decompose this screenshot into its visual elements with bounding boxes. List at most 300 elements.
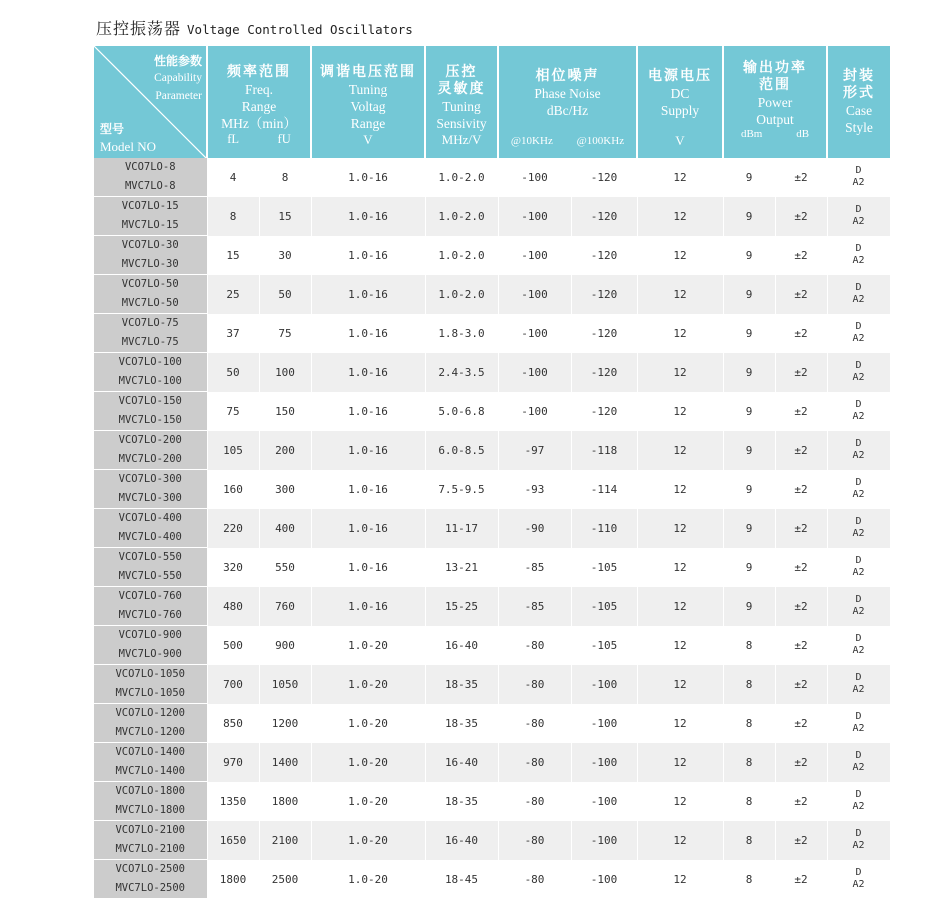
- power-dbm-cell: 9: [723, 587, 775, 626]
- model-cell: [94, 509, 207, 548]
- freq-fu-cell: 550: [259, 548, 311, 587]
- case-package: A2: [852, 801, 865, 812]
- case-style-cell: [827, 275, 890, 314]
- model-vco: VCO7LO-1200: [115, 707, 186, 719]
- sensitivity-cell: 18-35: [425, 704, 498, 743]
- power-dbm-cell: 8: [723, 821, 775, 860]
- tuning-voltage-cell: 1.0-20: [311, 860, 425, 899]
- corner-parameter-en: Parameter: [155, 90, 202, 102]
- noise-100khz-cell: -100: [571, 743, 637, 782]
- dc-supply-cell: 12: [637, 509, 723, 548]
- model-vco: VCO7LO-550: [118, 551, 182, 563]
- noise-100khz-cell: -100: [571, 665, 637, 704]
- model-cell: [94, 314, 207, 353]
- power-dbm-cell: 8: [723, 626, 775, 665]
- sensitivity-en1: Tuning: [442, 99, 481, 114]
- freq-fu-cell: 2100: [259, 821, 311, 860]
- header-sensitivity: [425, 46, 498, 158]
- sensitivity-cell: 16-40: [425, 821, 498, 860]
- power-dbm-cell: 8: [723, 743, 775, 782]
- power-db-cell: ±2: [775, 275, 827, 314]
- noise-100khz-cell: -105: [571, 587, 637, 626]
- dc-supply-cell: 12: [637, 860, 723, 899]
- noise-100khz-cell: -120: [571, 236, 637, 275]
- freq-en2: Range: [241, 99, 277, 114]
- power-cn1: 输出功率: [743, 60, 807, 76]
- model-mvc: MVC7LO-1050: [115, 687, 186, 699]
- noise-100khz-cell: -120: [571, 353, 637, 392]
- freq-fl-cell: 850: [207, 704, 259, 743]
- model-cell: [94, 782, 207, 821]
- freq-subheaders: [208, 132, 310, 147]
- freq-fu-cell: 1050: [259, 665, 311, 704]
- model-mvc: MVC7LO-75: [121, 336, 179, 348]
- model-vco: VCO7LO-8: [124, 161, 176, 173]
- dc-supply-cell: 12: [637, 626, 723, 665]
- sensitivity-cell: 5.0-6.8: [425, 392, 498, 431]
- noise-10khz-cell: -80: [498, 782, 571, 821]
- noise-100khz-cell: -114: [571, 470, 637, 509]
- model-cell: [94, 236, 207, 275]
- sensitivity-cell: 13-21: [425, 548, 498, 587]
- table-row: [94, 626, 890, 665]
- freq-fl-cell: 105: [207, 431, 259, 470]
- power-db-cell: ±2: [775, 587, 827, 626]
- model-mvc: MVC7LO-2500: [115, 882, 186, 894]
- model-cell: [94, 860, 207, 899]
- header-phase-noise: [498, 46, 637, 158]
- dc-supply-cell: 12: [637, 236, 723, 275]
- dc-supply-cell: 12: [637, 782, 723, 821]
- model-cell: [94, 158, 207, 197]
- noise-10khz-cell: -80: [498, 704, 571, 743]
- noise-100khz-cell: -120: [571, 158, 637, 197]
- model-vco: VCO7LO-760: [118, 590, 182, 602]
- model-vco: VCO7LO-400: [118, 512, 182, 524]
- freq-fl-cell: 8: [207, 197, 259, 236]
- phase-noise-en2: dBc/Hz: [546, 103, 589, 118]
- case-code: D: [855, 516, 862, 527]
- table-row: [94, 548, 890, 587]
- freq-fu-cell: 75: [259, 314, 311, 353]
- case-en1: Case: [845, 103, 873, 118]
- case-code: D: [855, 243, 862, 254]
- noise-10khz-cell: -90: [498, 509, 571, 548]
- model-vco: VCO7LO-100: [118, 356, 182, 368]
- model-mvc: MVC7LO-300: [118, 492, 182, 504]
- dc-supply-cell: 12: [637, 704, 723, 743]
- noise-100khz-cell: -120: [571, 197, 637, 236]
- case-package: A2: [852, 567, 865, 578]
- sensitivity-cell: 16-40: [425, 626, 498, 665]
- case-package: A2: [852, 489, 865, 500]
- noise-100khz-cell: -118: [571, 431, 637, 470]
- noise-10khz-cell: -93: [498, 470, 571, 509]
- case-code: D: [855, 633, 862, 644]
- noise-100khz-label: @100KHz: [576, 135, 625, 147]
- power-db-cell: ±2: [775, 782, 827, 821]
- sensitivity-cell: 15-25: [425, 587, 498, 626]
- power-dbm-cell: 9: [723, 314, 775, 353]
- case-style-cell: [827, 509, 890, 548]
- tuning-voltage-cell: 1.0-20: [311, 665, 425, 704]
- phase-noise-cn: 相位噪声: [535, 68, 600, 84]
- case-package: A2: [852, 606, 865, 617]
- sensitivity-cell: 1.8-3.0: [425, 314, 498, 353]
- case-style-cell: [827, 197, 890, 236]
- case-style-cell: [827, 470, 890, 509]
- noise-10khz-cell: -80: [498, 860, 571, 899]
- tuning-voltage-cell: 1.0-16: [311, 509, 425, 548]
- page-title-cn: 压控振荡器: [96, 19, 182, 38]
- case-package: A2: [852, 762, 865, 773]
- header-power-output: [723, 46, 827, 158]
- table-header-row: [94, 46, 890, 158]
- power-dbm-label: dBm: [740, 128, 763, 140]
- case-code: D: [855, 282, 862, 293]
- tuning-voltage-cell: 1.0-16: [311, 470, 425, 509]
- freq-en1: Freq.: [244, 82, 274, 97]
- table-row: [94, 782, 890, 821]
- freq-fl-cell: 220: [207, 509, 259, 548]
- case-code: D: [855, 789, 862, 800]
- case-package: A2: [852, 177, 865, 189]
- model-vco: VCO7LO-900: [118, 629, 182, 641]
- sensitivity-cell: 6.0-8.5: [425, 431, 498, 470]
- power-cn2: 范围: [759, 77, 791, 93]
- power-db-cell: ±2: [775, 743, 827, 782]
- model-cell: [94, 470, 207, 509]
- dc-supply-cell: 12: [637, 470, 723, 509]
- tuning-voltage-cell: 1.0-20: [311, 743, 425, 782]
- freq-fu-cell: 2500: [259, 860, 311, 899]
- dc-supply-cell: 12: [637, 821, 723, 860]
- noise-10khz-cell: -100: [498, 197, 571, 236]
- freq-fl-cell: 480: [207, 587, 259, 626]
- power-dbm-cell: 9: [723, 548, 775, 587]
- tuning-voltage-cell: 1.0-20: [311, 704, 425, 743]
- case-style-cell: [827, 821, 890, 860]
- model-vco: VCO7LO-300: [118, 473, 182, 485]
- table-row: [94, 314, 890, 353]
- case-style-cell: [827, 587, 890, 626]
- model-mvc: MVC7LO-550: [118, 570, 182, 582]
- power-db-cell: ±2: [775, 626, 827, 665]
- dc-supply-cell: 12: [637, 665, 723, 704]
- tuning-voltage-cell: 1.0-20: [311, 626, 425, 665]
- freq-fl-cell: 37: [207, 314, 259, 353]
- case-code: D: [855, 165, 862, 177]
- table-body: [94, 158, 890, 899]
- dc-supply-cell: 12: [637, 314, 723, 353]
- noise-100khz-cell: -100: [571, 704, 637, 743]
- power-dbm-cell: 9: [723, 470, 775, 509]
- sensitivity-cell: 11-17: [425, 509, 498, 548]
- power-dbm-cell: 9: [723, 353, 775, 392]
- noise-10khz-cell: -80: [498, 626, 571, 665]
- power-dbm-cell: 9: [723, 158, 775, 197]
- noise-10khz-cell: -100: [498, 275, 571, 314]
- power-db-cell: ±2: [775, 431, 827, 470]
- case-code: D: [855, 594, 862, 605]
- power-db-cell: ±2: [775, 665, 827, 704]
- power-db-cell: ±2: [775, 470, 827, 509]
- dc-supply-cell: 12: [637, 158, 723, 197]
- case-code: D: [855, 867, 862, 878]
- model-mvc: MVC7LO-2100: [115, 843, 186, 855]
- table-row: [94, 665, 890, 704]
- sensitivity-cell: 18-45: [425, 860, 498, 899]
- noise-10khz-cell: -85: [498, 587, 571, 626]
- case-style-cell: [827, 704, 890, 743]
- model-vco: VCO7LO-2500: [115, 863, 186, 875]
- model-mvc: MVC7LO-900: [118, 648, 182, 660]
- dc-supply-en2: Supply: [660, 103, 700, 118]
- case-package: A2: [852, 684, 865, 695]
- sensitivity-en2: Sensivity: [436, 116, 487, 131]
- model-cell: [94, 587, 207, 626]
- power-en1: Power: [757, 95, 793, 110]
- case-package: A2: [852, 411, 865, 422]
- freq-fl-cell: 75: [207, 392, 259, 431]
- table-row: [94, 197, 890, 236]
- power-db-cell: ±2: [775, 353, 827, 392]
- freq-fu-label: fU: [277, 132, 291, 146]
- power-dbm-cell: 9: [723, 197, 775, 236]
- freq-fl-cell: 500: [207, 626, 259, 665]
- case-code: D: [855, 399, 862, 410]
- power-db-cell: ±2: [775, 197, 827, 236]
- corner-model-en: Model NO: [100, 139, 156, 154]
- dc-supply-cell: 12: [637, 392, 723, 431]
- freq-fl-cell: 4: [207, 158, 259, 197]
- model-vco: VCO7LO-1800: [115, 785, 186, 797]
- sensitivity-cn1: 压控: [445, 64, 478, 80]
- case-package: A2: [852, 840, 865, 851]
- power-subheaders: [724, 128, 826, 140]
- freq-fu-cell: 1400: [259, 743, 311, 782]
- model-mvc: MVC7LO-760: [118, 609, 182, 621]
- dc-supply-unit: V: [675, 133, 685, 148]
- table-row: [94, 470, 890, 509]
- noise-10khz-cell: -100: [498, 158, 571, 197]
- table-row: [94, 158, 890, 197]
- table-row: [94, 743, 890, 782]
- noise-10khz-cell: -80: [498, 743, 571, 782]
- sensitivity-cell: 18-35: [425, 782, 498, 821]
- model-vco: VCO7LO-50: [121, 278, 179, 290]
- freq-fu-cell: 30: [259, 236, 311, 275]
- noise-10khz-cell: -100: [498, 236, 571, 275]
- power-dbm-cell: 9: [723, 431, 775, 470]
- model-vco: VCO7LO-30: [121, 239, 179, 251]
- case-code: D: [855, 360, 862, 371]
- tuning-voltage-cn: 调谐电压范围: [320, 64, 416, 80]
- corner-capability-en: Capability: [154, 72, 202, 84]
- corner-capability-cn: 性能参数: [153, 54, 202, 68]
- model-mvc: MVC7LO-1200: [115, 726, 186, 738]
- model-cell: [94, 431, 207, 470]
- power-db-cell: ±2: [775, 548, 827, 587]
- power-db-cell: ±2: [775, 392, 827, 431]
- case-style-cell: [827, 353, 890, 392]
- sensitivity-cn2: 灵敏度: [437, 81, 486, 97]
- noise-100khz-cell: -100: [571, 860, 637, 899]
- tuning-voltage-cell: 1.0-20: [311, 782, 425, 821]
- model-mvc: MVC7LO-1400: [115, 765, 186, 777]
- case-package: A2: [852, 294, 865, 305]
- header-dc-supply: [637, 46, 723, 158]
- sensitivity-unit: MHz/V: [441, 132, 482, 147]
- header-tuning-voltage: [311, 46, 425, 158]
- case-package: A2: [852, 645, 865, 656]
- sensitivity-cell: 7.5-9.5: [425, 470, 498, 509]
- power-db-cell: ±2: [775, 860, 827, 899]
- power-db-cell: ±2: [775, 821, 827, 860]
- model-vco: VCO7LO-200: [118, 434, 182, 446]
- case-style-cell: [827, 314, 890, 353]
- dc-supply-cell: 12: [637, 743, 723, 782]
- power-db-cell: ±2: [775, 314, 827, 353]
- case-style-cell: [827, 665, 890, 704]
- table-row: [94, 821, 890, 860]
- freq-fl-cell: 1800: [207, 860, 259, 899]
- power-dbm-cell: 8: [723, 665, 775, 704]
- freq-fu-cell: 760: [259, 587, 311, 626]
- freq-fu-cell: 8: [259, 158, 311, 197]
- dc-supply-cell: 12: [637, 548, 723, 587]
- page-title-en: Voltage Controlled Oscillators: [187, 22, 413, 37]
- case-cn2: 形式: [843, 85, 875, 101]
- freq-fl-cell: 160: [207, 470, 259, 509]
- model-vco: VCO7LO-2100: [115, 824, 186, 836]
- dc-supply-cell: 12: [637, 353, 723, 392]
- spec-table: [94, 46, 891, 899]
- power-dbm-cell: 8: [723, 782, 775, 821]
- dc-supply-cell: 12: [637, 275, 723, 314]
- case-en2: Style: [845, 120, 873, 135]
- freq-fl-cell: 25: [207, 275, 259, 314]
- power-db-cell: ±2: [775, 509, 827, 548]
- table-row: [94, 275, 890, 314]
- tuning-voltage-cell: 1.0-16: [311, 197, 425, 236]
- case-code: D: [855, 477, 862, 488]
- model-mvc: MVC7LO-30: [121, 258, 179, 270]
- sensitivity-cell: 1.0-2.0: [425, 275, 498, 314]
- power-db-cell: ±2: [775, 236, 827, 275]
- case-style-cell: [827, 860, 890, 899]
- case-code: D: [855, 321, 862, 332]
- noise-10khz-cell: -100: [498, 392, 571, 431]
- case-style-cell: [827, 236, 890, 275]
- model-vco: VCO7LO-150: [118, 395, 182, 407]
- freq-fu-cell: 15: [259, 197, 311, 236]
- freq-fl-cell: 970: [207, 743, 259, 782]
- case-style-cell: [827, 158, 890, 197]
- case-style-cell: [827, 743, 890, 782]
- corner-model-cn: 型号: [100, 122, 125, 136]
- freq-fu-cell: 50: [259, 275, 311, 314]
- freq-fl-cell: 50: [207, 353, 259, 392]
- dc-supply-en1: DC: [670, 86, 690, 101]
- case-code: D: [855, 204, 862, 215]
- model-cell: [94, 821, 207, 860]
- table-row: [94, 236, 890, 275]
- freq-cn: 频率范围: [227, 64, 291, 80]
- freq-fu-cell: 1200: [259, 704, 311, 743]
- case-package: A2: [852, 255, 865, 266]
- case-style-cell: [827, 626, 890, 665]
- noise-10khz-cell: -100: [498, 353, 571, 392]
- dc-supply-cell: 12: [637, 587, 723, 626]
- power-dbm-cell: 9: [723, 236, 775, 275]
- case-code: D: [855, 750, 862, 761]
- case-style-cell: [827, 431, 890, 470]
- tuning-voltage-cell: 1.0-16: [311, 353, 425, 392]
- noise-10khz-cell: -85: [498, 548, 571, 587]
- case-style-cell: [827, 782, 890, 821]
- power-db-cell: ±2: [775, 704, 827, 743]
- table-row: [94, 431, 890, 470]
- page-title: [96, 16, 413, 39]
- case-package: A2: [852, 450, 865, 461]
- model-mvc: MVC7LO-400: [118, 531, 182, 543]
- tuning-voltage-en1: Tuning: [348, 82, 388, 97]
- case-code: D: [855, 438, 862, 449]
- case-package: A2: [852, 723, 865, 734]
- sensitivity-cell: 1.0-2.0: [425, 158, 498, 197]
- noise-100khz-cell: -105: [571, 626, 637, 665]
- dc-supply-cn: 电源电压: [648, 68, 712, 84]
- model-mvc: MVC7LO-15: [121, 219, 179, 231]
- freq-fl-cell: 320: [207, 548, 259, 587]
- model-cell: [94, 353, 207, 392]
- tuning-voltage-cell: 1.0-16: [311, 431, 425, 470]
- model-mvc: MVC7LO-8: [124, 180, 176, 192]
- freq-fu-cell: 100: [259, 353, 311, 392]
- dc-supply-cell: 12: [637, 431, 723, 470]
- case-code: D: [855, 711, 862, 722]
- freq-fu-cell: 1800: [259, 782, 311, 821]
- sensitivity-cell: 1.0-2.0: [425, 236, 498, 275]
- case-package: A2: [852, 333, 865, 344]
- tuning-voltage-cell: 1.0-16: [311, 314, 425, 353]
- header-case-style: [827, 46, 890, 158]
- freq-fu-cell: 200: [259, 431, 311, 470]
- noise-10khz-cell: -80: [498, 821, 571, 860]
- noise-100khz-cell: -120: [571, 314, 637, 353]
- case-code: D: [855, 555, 862, 566]
- power-dbm-cell: 8: [723, 860, 775, 899]
- phase-noise-en1: Phase Noise: [534, 86, 601, 101]
- case-package: A2: [852, 216, 865, 227]
- freq-fl-label: fL: [227, 132, 240, 146]
- table-row: [94, 353, 890, 392]
- model-vco: VCO7LO-15: [121, 200, 179, 212]
- noise-100khz-cell: -120: [571, 275, 637, 314]
- freq-fl-cell: 1650: [207, 821, 259, 860]
- noise-100khz-cell: -110: [571, 509, 637, 548]
- header-corner: [94, 46, 207, 158]
- power-en2: Output: [756, 112, 794, 127]
- model-cell: [94, 626, 207, 665]
- tuning-voltage-cell: 1.0-16: [311, 548, 425, 587]
- tuning-voltage-cell: 1.0-16: [311, 158, 425, 197]
- noise-100khz-cell: -100: [571, 782, 637, 821]
- dc-supply-cell: 12: [637, 197, 723, 236]
- case-style-cell: [827, 548, 890, 587]
- noise-10khz-cell: -97: [498, 431, 571, 470]
